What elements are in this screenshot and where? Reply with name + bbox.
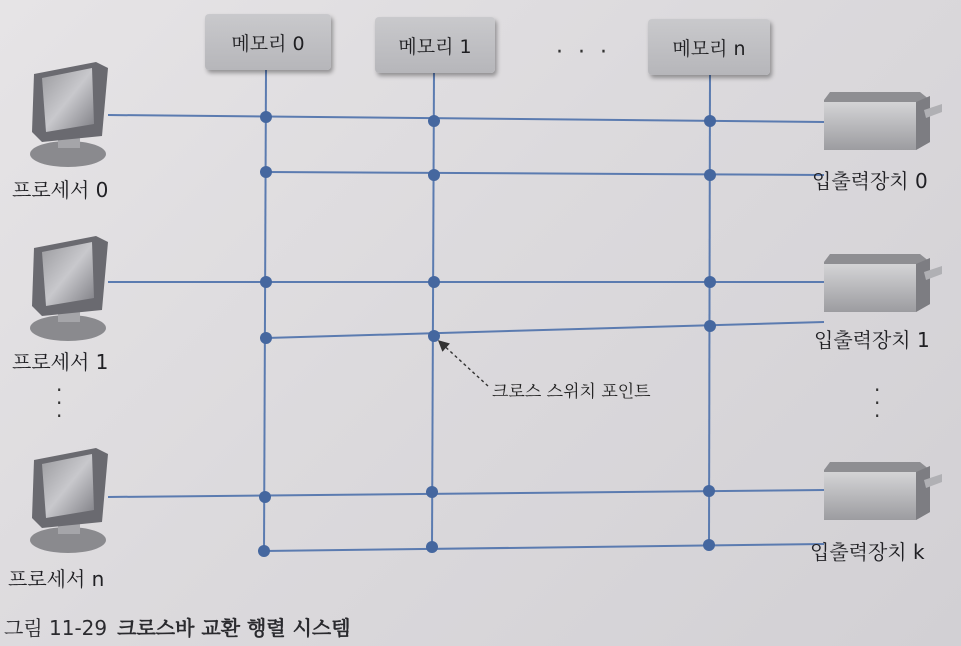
io-device-icon [824,462,942,520]
processor-label-1: 프로세서 1 [12,350,109,374]
io-label-1: 입출력장치 1 [814,328,930,352]
memory-label: 메모리 1 [398,35,472,58]
crosspoint [426,486,438,498]
crosspoint [428,169,440,181]
crosspoint [260,166,272,178]
monitor-icon [30,448,108,553]
io-0-line [266,172,824,175]
memory-box-1 [375,17,495,73]
io-k-line [264,544,824,551]
caption-title: 크로스바 교환 행렬 시스템 [117,616,351,640]
crosspoint [703,539,715,551]
caption-number: 그림 11-29 [4,616,108,640]
crosspoint [426,541,438,553]
processor-label-0: 프로세서 0 [12,178,109,202]
figure-caption [4,612,351,641]
io-label-k: 입출력장치 k [810,540,925,564]
memory-label: 메모리 n [672,37,746,60]
io-label-0: 입출력장치 0 [812,169,928,193]
crosspoint [260,111,272,123]
processor-label-n: 프로세서 n [8,567,105,591]
io-device-icon [824,92,942,150]
memory-1-bus [432,70,434,547]
io-device-icon [824,254,942,312]
horizontal-lines [108,115,824,551]
processor-ellipsis: · · · [56,378,63,428]
crosspoint [260,276,272,288]
memory-box-n [648,19,770,75]
io-1-line [266,322,824,338]
memory-label: 메모리 0 [231,32,305,55]
crosspoints [258,111,716,557]
crosspoint-arrow [440,342,488,386]
crosspoint [428,115,440,127]
memory-n-bus [709,70,710,547]
crosspoint [704,115,716,127]
crosspoint [428,276,440,288]
memory-box-0 [205,14,331,70]
processor-n-line [108,490,824,497]
crosspoint [260,332,272,344]
monitor-icon [30,236,108,341]
memory-0-bus [264,70,266,552]
crosspoint [704,320,716,332]
crosspoint [704,169,716,181]
crosspoint [704,276,716,288]
crosspoint-note: 크로스 스위치 포인트 [492,382,651,402]
crosspoint [258,545,270,557]
crosspoint [259,491,271,503]
crosspoint [703,485,715,497]
memory-ellipsis: · · · [556,40,611,65]
io-ellipsis: · · · [874,378,881,428]
memory-buses [264,70,710,552]
monitor-icon [30,62,108,167]
crosspoint [428,330,440,342]
processor-0-line [108,115,824,122]
